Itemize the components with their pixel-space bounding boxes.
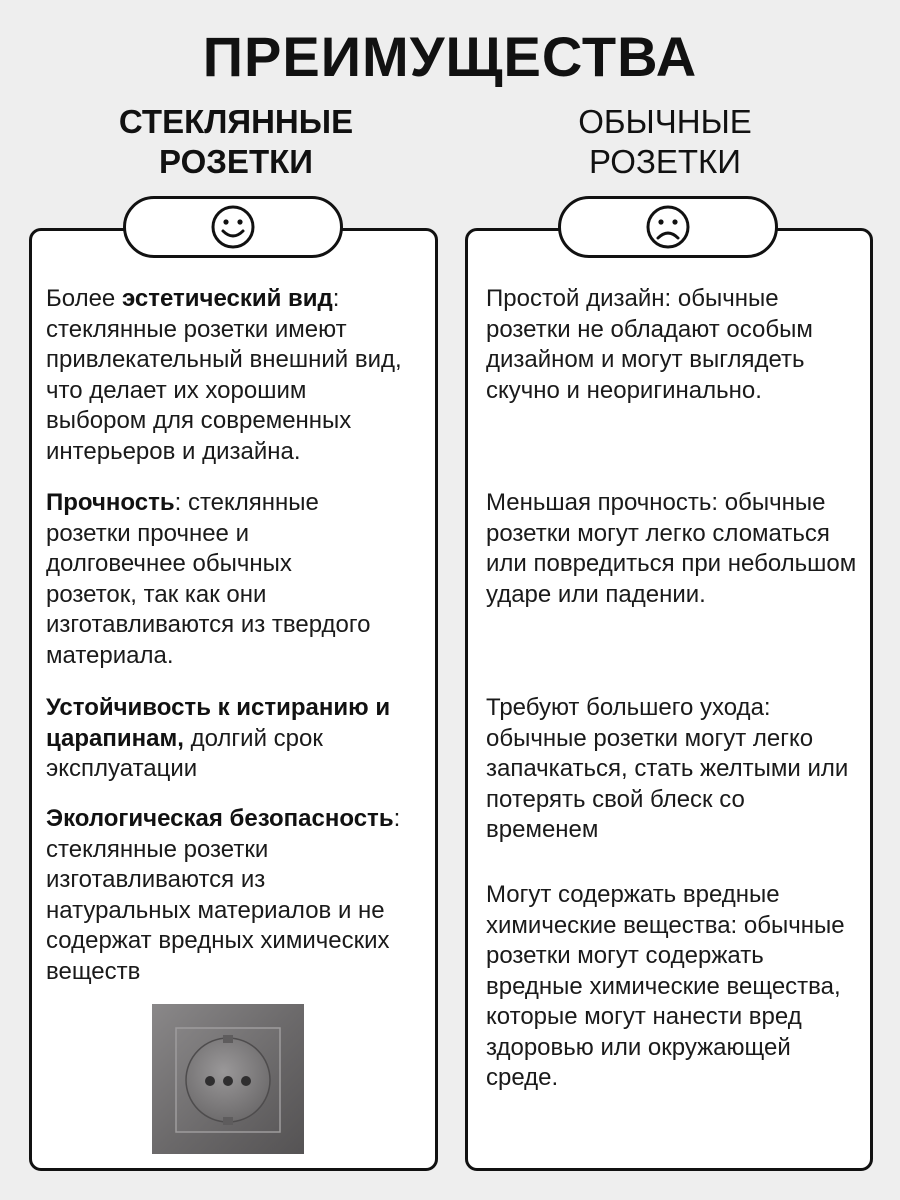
left-item-strength: Прочность: стеклянные розетки прочнее и долговечнее обычных розеток, так как они изготавливаются из твердого материала. [46,489,371,669]
right-item-chemicals: Могут содержать вредные химические вещества: обычные розетки могут содержать вредные химические вещества, которые могут нанести вред здоровью или окружающей среде. [486,881,845,1091]
left-item-abrasion: Устойчивость к истиранию и царапинам, долгий срок эксплуатации [46,694,391,782]
left-item-ecology: Экологическая безопасность: стеклянные розетки изготавливаются из натуральных материалов и не содержат вредных химических веществ [46,805,401,985]
right-item-care: Требуют большего ухода: обычные розетки могут легко запачкаться, стать желтыми или потерять свой блеск со временем [486,694,849,843]
glass-socket-icon [152,1004,304,1154]
page-title: ПРЕИМУЩЕСТВА [202,25,698,88]
smiley-face-icon [209,203,257,251]
right-face-badge [558,196,778,258]
right-item-design: Простой дизайн: обычные розетки не обладают особым дизайном и могут выглядеть скучно и неоригинально. [486,285,813,404]
left-face-badge [123,196,343,258]
sad-face-icon [644,203,692,251]
right-column-heading: ОБЫЧНЫЕ РОЗЕТКИ [578,103,752,180]
left-column-heading: СТЕКЛЯННЫЕ РОЗЕТКИ [118,103,354,180]
right-item-strength: Меньшая прочность: обычные розетки могут легко сломаться или повредиться при небольшом ударе или падении. [486,489,857,608]
left-item-aesthetics: Более эстетический вид: стеклянные розетки имеют привлекательный внешний вид, что делает их хорошим выбором для современных интерьеров и дизайна. [46,285,402,465]
